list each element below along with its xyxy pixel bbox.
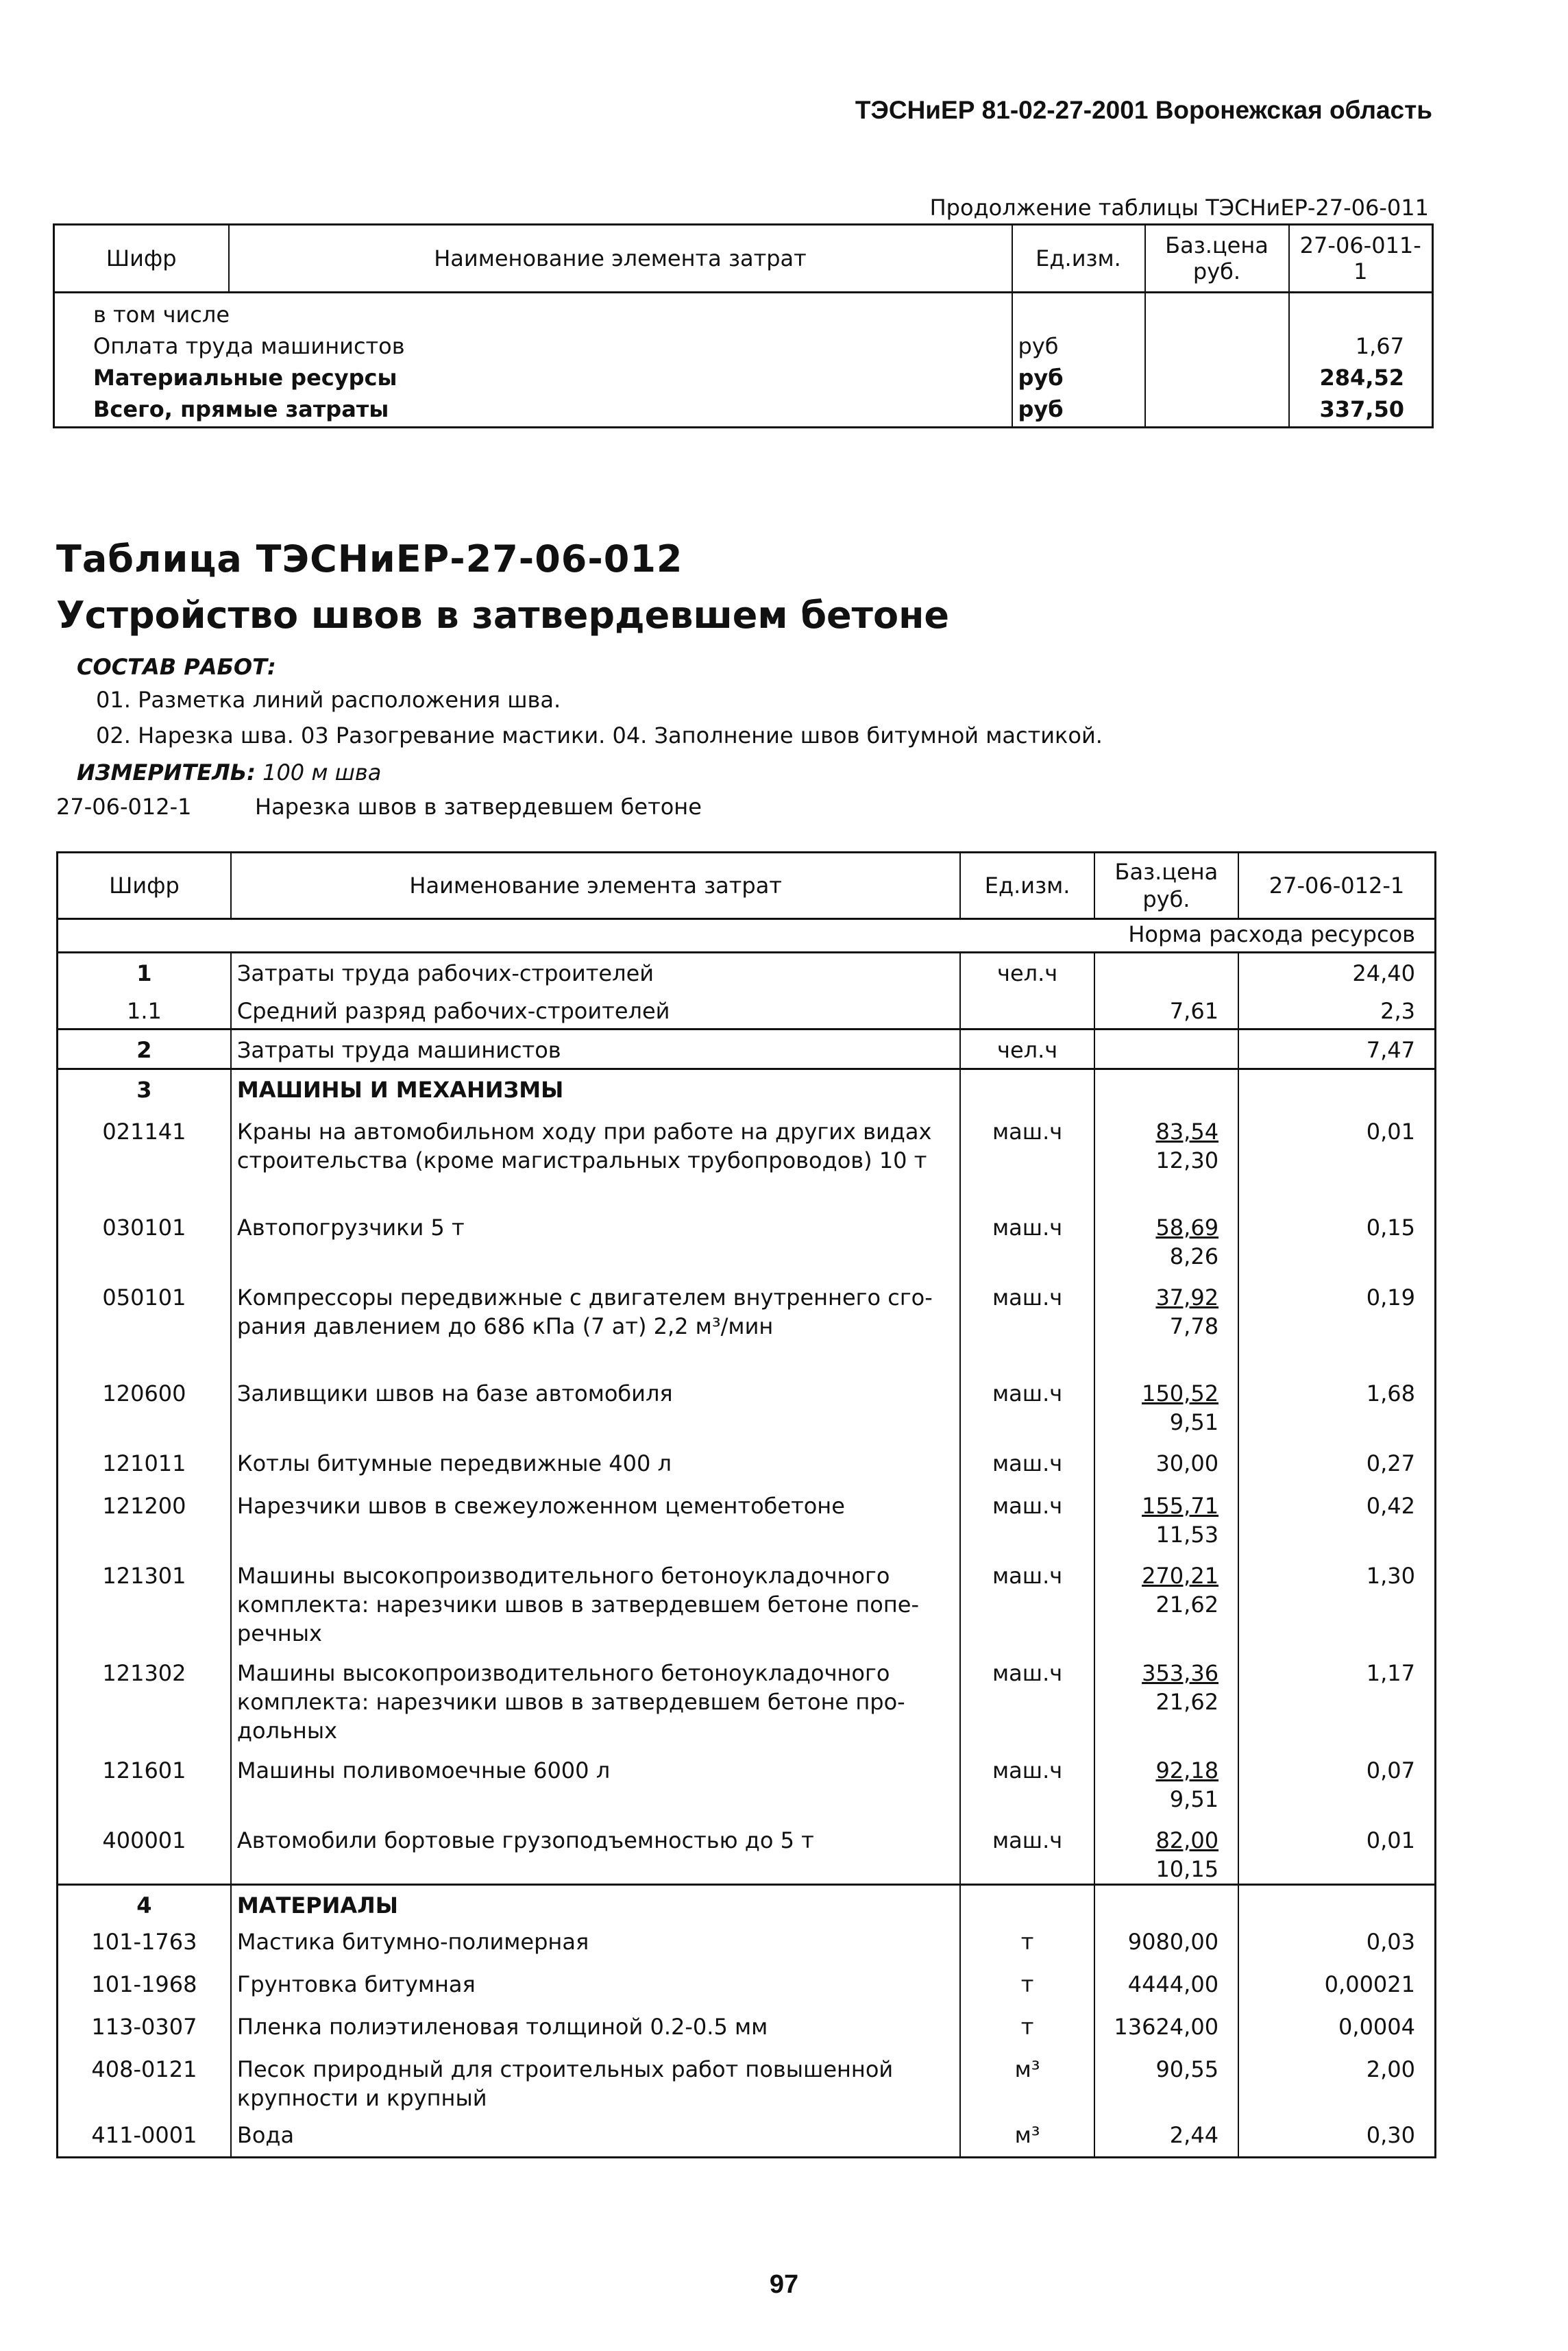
table-row	[58, 1030, 1436, 1069]
measure-value: 100 м шва	[262, 759, 382, 785]
row-unit: чел.ч	[960, 953, 1094, 991]
row-value: 7,47	[1238, 1030, 1435, 1069]
row-name: Нарезчики швов в свежеуложенном цементобетоне	[231, 1481, 961, 1550]
row-unit: маш.ч	[960, 1368, 1094, 1438]
table-row	[58, 1648, 1436, 1745]
table-row	[58, 991, 1436, 1030]
row-unit: т	[960, 1964, 1094, 2007]
price-base: 9,51	[1169, 1786, 1219, 1812]
row-code: 113-0307	[91, 2013, 197, 2040]
page-number: 97	[769, 2270, 799, 2299]
row-price	[1094, 1550, 1238, 1648]
row-price	[1094, 2115, 1238, 2158]
row-unit: маш.ч	[960, 1481, 1094, 1550]
running-head: ТЭСНиЕР 81-02-27-2001 Воронежская область	[855, 96, 1432, 124]
price-base: 11,53	[1155, 1521, 1219, 1548]
price-base: 12,30	[1155, 1147, 1219, 1173]
row-value: 24,40	[1238, 953, 1435, 991]
row-name: Машины высокопроизводительного бетоноукладочного комплекта: нарезчики швов в затвердевшем бетоне про-дольных	[231, 1648, 961, 1745]
row-value: 1,30	[1238, 1550, 1435, 1648]
work-item: 02. Нарезка шва. 03 Разогревание мастики. 04. Заполнение швов битумной мастикой.	[96, 722, 1103, 748]
table-row	[58, 1069, 1436, 1106]
row-price	[1145, 395, 1289, 428]
row-value	[1289, 293, 1433, 332]
row-name: Машины высокопроизводительного бетоноукладочного комплекта: нарезчики швов в затвердевшем бетоне попе-речных	[231, 1550, 961, 1648]
row-price	[1145, 332, 1289, 363]
row-value: 0,42	[1238, 1481, 1435, 1550]
item-name: Нарезка швов в затвердевшем бетоне	[255, 794, 702, 820]
row-price	[1094, 1106, 1238, 1202]
row-unit: маш.ч	[960, 1815, 1094, 1885]
row-price	[1094, 1069, 1238, 1106]
row-value: 1,68	[1238, 1368, 1435, 1438]
price-base: 21,62	[1155, 1688, 1219, 1715]
row-price	[1094, 1030, 1238, 1069]
composition-label: СОСТАВ РАБОТ:	[77, 654, 276, 680]
price-total: 82,00	[1155, 1827, 1219, 1853]
measure-label: ИЗМЕРИТЕЛЬ:	[77, 759, 256, 785]
row-name: Котлы битумные передвижные 400 л	[231, 1438, 961, 1481]
table-row	[54, 363, 1433, 395]
table-row	[58, 1272, 1436, 1368]
table-row	[58, 2049, 1436, 2115]
row-unit: руб	[1012, 363, 1145, 395]
table-row	[58, 1202, 1436, 1272]
row-unit: чел.ч	[960, 1030, 1094, 1069]
price-base: 2,44	[1169, 2121, 1219, 2148]
row-price	[1094, 2049, 1238, 2115]
table-row	[54, 332, 1433, 363]
row-price	[1094, 1438, 1238, 1481]
row-name: Компрессоры передвижные с двигателем внутреннего сго-рания давлением до 686 кПа (7 ат) 2,2 м³/мин	[231, 1272, 961, 1368]
header-price: Баз.цена руб.	[1094, 853, 1238, 919]
price-total: 353,36	[1142, 1659, 1219, 1686]
price-base: 7,78	[1169, 1313, 1219, 1339]
table-row	[54, 293, 1433, 332]
item-code: 27-06-012-1	[56, 794, 192, 820]
row-price	[1094, 1885, 1238, 1922]
price-total: 270,21	[1142, 1562, 1219, 1589]
price-base: 9,51	[1169, 1409, 1219, 1435]
table-row	[58, 1106, 1436, 1202]
continuation-table-header	[54, 225, 1433, 293]
header-name: Наименование элемента затрат	[229, 225, 1012, 293]
row-code: 400001	[102, 1827, 186, 1853]
continuation-caption: Продолжение таблицы ТЭСНиЕР-27-06-011	[929, 195, 1429, 221]
row-unit: руб	[1012, 395, 1145, 428]
header-price: Баз.цена руб.	[1145, 225, 1289, 293]
row-unit: руб	[1012, 332, 1145, 363]
price-base: 8,26	[1169, 1243, 1219, 1269]
resource-table	[56, 851, 1436, 2158]
row-name: Затраты труда машинистов	[231, 1030, 961, 1069]
row-unit	[960, 991, 1094, 1030]
continuation-table	[53, 223, 1434, 428]
table-row	[54, 395, 1433, 428]
row-unit: маш.ч	[960, 1438, 1094, 1481]
norm-caption-row	[58, 919, 1436, 953]
row-value: 0,30	[1238, 2115, 1435, 2158]
row-name: Материальные ресурсы	[93, 365, 397, 391]
measure-line	[77, 759, 381, 785]
row-unit: маш.ч	[960, 1550, 1094, 1648]
row-value: 0,15	[1238, 1202, 1435, 1272]
table-title: Таблица ТЭСНиЕР-27-06-012	[56, 537, 683, 581]
table-row	[58, 1815, 1436, 1885]
table-row	[58, 1745, 1436, 1815]
row-name: Краны на автомобильном ходу при работе на других видах строительства (кроме магистральных трубопроводов) 10 т	[231, 1106, 961, 1202]
row-name: Машины поливомоечные 6000 л	[231, 1745, 961, 1815]
work-item: 01. Разметка линий расположения шва.	[96, 687, 561, 713]
row-code: 4	[58, 1885, 231, 1922]
row-price	[1145, 363, 1289, 395]
table-row	[58, 2007, 1436, 2049]
row-price	[1094, 1368, 1238, 1438]
row-unit: т	[960, 2007, 1094, 2049]
row-price	[1094, 991, 1238, 1030]
row-price	[1145, 293, 1289, 332]
row-code: 120600	[102, 1380, 186, 1406]
row-code: 050101	[102, 1284, 186, 1311]
row-value: 0,07	[1238, 1745, 1435, 1815]
row-code: 121302	[102, 1659, 186, 1686]
row-price	[1094, 1815, 1238, 1885]
row-value: 0,19	[1238, 1272, 1435, 1368]
price-total: 58,69	[1155, 1214, 1219, 1241]
row-name: Пленка полиэтиленовая толщиной 0.2-0.5 мм	[231, 2007, 961, 2049]
row-price	[1094, 1745, 1238, 1815]
row-unit: маш.ч	[960, 1106, 1094, 1202]
table-row	[58, 1964, 1436, 2007]
header-value: 27-06-011-1	[1289, 225, 1433, 293]
row-code: 1.1	[126, 997, 162, 1024]
table-row	[58, 1550, 1436, 1648]
row-name: Вода	[231, 2115, 961, 2158]
row-value: 0,00021	[1238, 1964, 1435, 2007]
row-unit	[960, 1885, 1094, 1922]
row-price	[1094, 1481, 1238, 1550]
price-base: 13624,00	[1114, 2013, 1219, 2040]
table-row	[58, 1481, 1436, 1550]
row-value: 1,17	[1238, 1648, 1435, 1745]
table-row	[58, 1368, 1436, 1438]
row-code: 121601	[102, 1757, 186, 1783]
price-total: 155,71	[1142, 1492, 1219, 1519]
row-value: 0,03	[1238, 1922, 1435, 1964]
row-value: 284,52	[1289, 363, 1433, 395]
price-base: 9080,00	[1127, 1928, 1219, 1955]
row-value	[1238, 1069, 1435, 1106]
price-total: 37,92	[1155, 1284, 1219, 1311]
row-value: 0,27	[1238, 1438, 1435, 1481]
row-name: МАШИНЫ И МЕХАНИЗМЫ	[231, 1069, 961, 1106]
price-base: 30,00	[1155, 1450, 1219, 1476]
row-name: Средний разряд рабочих-строителей	[231, 991, 961, 1030]
norm-caption: Норма расхода ресурсов	[58, 919, 1436, 953]
row-value: 0,01	[1238, 1106, 1435, 1202]
resource-table-header	[58, 853, 1436, 919]
price-total: 92,18	[1155, 1757, 1219, 1783]
row-price	[1094, 1272, 1238, 1368]
price-total: 83,54	[1155, 1118, 1219, 1145]
table-subtitle: Устройство швов в затвердевшем бетоне	[56, 594, 950, 637]
row-price	[1094, 1648, 1238, 1745]
table-row	[58, 953, 1436, 991]
row-value: 0,01	[1238, 1815, 1435, 1885]
row-code: 030101	[102, 1214, 186, 1241]
price-total: 150,52	[1142, 1380, 1219, 1406]
price-base: 90,55	[1155, 2056, 1219, 2082]
row-price	[1094, 1202, 1238, 1272]
row-unit: маш.ч	[960, 1648, 1094, 1745]
row-value: 2,00	[1238, 2049, 1435, 2115]
row-unit: м³	[960, 2049, 1094, 2115]
row-name: Заливщики швов на базе автомобиля	[231, 1368, 961, 1438]
row-name: МАТЕРИАЛЫ	[231, 1885, 961, 1922]
table-row	[58, 1885, 1436, 1922]
row-unit: т	[960, 1922, 1094, 1964]
row-value: 2,3	[1238, 991, 1435, 1030]
price-base: 7,61	[1169, 997, 1219, 1024]
header-code: Шифр	[54, 225, 229, 293]
table-row	[58, 1922, 1436, 1964]
row-code: 021141	[102, 1118, 186, 1145]
row-unit: маш.ч	[960, 1202, 1094, 1272]
row-name: Оплата труда машинистов	[93, 333, 405, 359]
row-code: 1	[136, 960, 152, 986]
row-unit	[960, 1069, 1094, 1106]
row-price	[1094, 1964, 1238, 2007]
row-code: 411-0001	[91, 2121, 197, 2148]
row-price	[1094, 2007, 1238, 2049]
price-base: 4444,00	[1127, 1971, 1219, 1997]
row-code: 101-1763	[91, 1928, 197, 1955]
row-name: Автомобили бортовые грузоподъемностью до 5 т	[231, 1815, 961, 1885]
row-name: Мастика битумно-полимерная	[231, 1922, 961, 1964]
header-unit: Ед.изм.	[960, 853, 1094, 919]
row-value: 337,50	[1289, 395, 1433, 428]
row-code: 101-1968	[91, 1971, 197, 1997]
table-row	[58, 1438, 1436, 1481]
row-code: 2	[58, 1030, 231, 1069]
row-name: Всего, прямые затраты	[93, 396, 389, 422]
row-code: 121301	[102, 1562, 186, 1589]
item-code-line	[56, 794, 702, 820]
row-price	[1094, 953, 1238, 991]
row-unit: маш.ч	[960, 1272, 1094, 1368]
row-value: 1,67	[1289, 332, 1433, 363]
row-code: 408-0121	[91, 2056, 197, 2082]
row-code: 121011	[102, 1450, 186, 1476]
table-row	[58, 2115, 1436, 2158]
row-code: 3	[58, 1069, 231, 1106]
row-unit	[1012, 293, 1145, 332]
row-price	[1094, 1922, 1238, 1964]
header-value: 27-06-012-1	[1238, 853, 1435, 919]
row-code: 121200	[102, 1492, 186, 1519]
row-value: 0,0004	[1238, 2007, 1435, 2049]
row-unit: маш.ч	[960, 1745, 1094, 1815]
row-name: Затраты труда рабочих-строителей	[231, 953, 961, 991]
row-name: Песок природный для строительных работ повышенной крупности и крупный	[231, 2049, 961, 2115]
header-name: Наименование элемента затрат	[231, 853, 961, 919]
header-code: Шифр	[58, 853, 231, 919]
row-unit: м³	[960, 2115, 1094, 2158]
row-value	[1238, 1885, 1435, 1922]
row-name: Автопогрузчики 5 т	[231, 1202, 961, 1272]
row-name: Грунтовка битумная	[231, 1964, 961, 2007]
price-base: 10,15	[1155, 1855, 1219, 1882]
row-name: в том числе	[93, 302, 230, 328]
header-unit: Ед.изм.	[1012, 225, 1145, 293]
price-base: 21,62	[1155, 1591, 1219, 1618]
